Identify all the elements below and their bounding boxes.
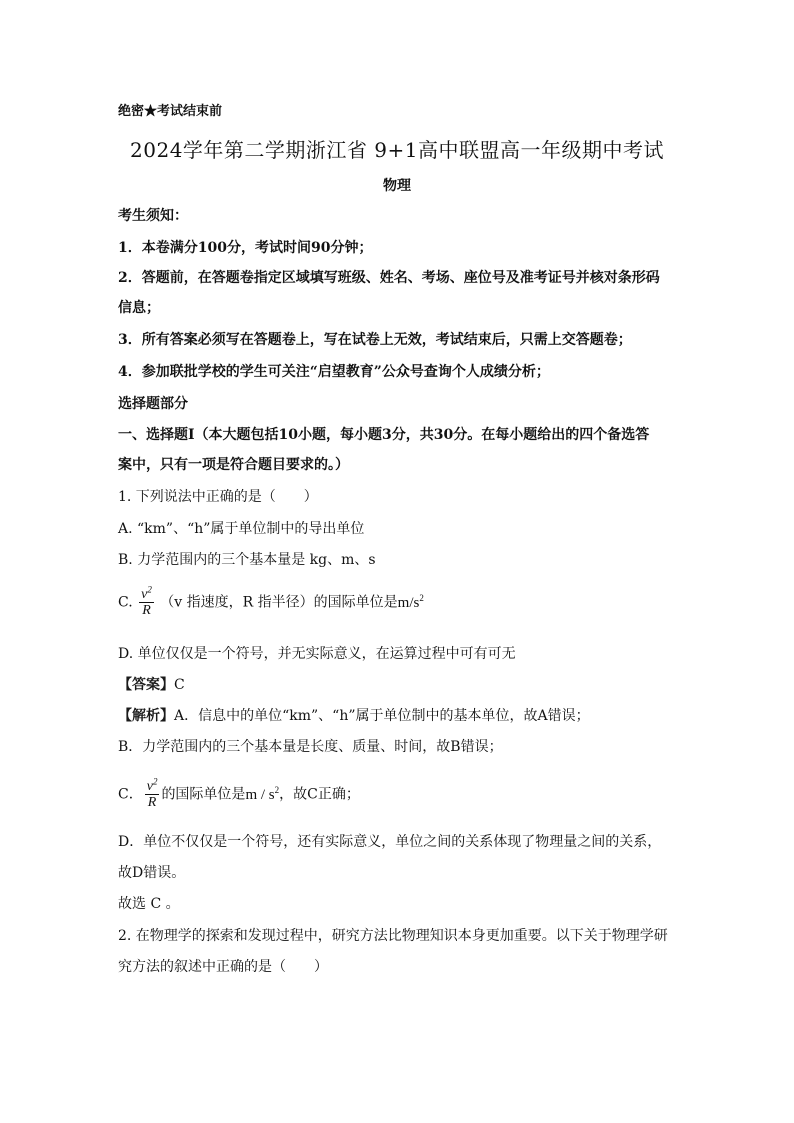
analysis-a-text: A．信息中的单位“km”、“h”属于单位制中的基本单位，故A错误；	[174, 708, 590, 724]
analysis-c-prefix: C．	[118, 786, 143, 803]
q1-option-c	[118, 584, 424, 618]
analysis-c-text1: 的国际单位是	[161, 786, 246, 803]
q1-analysis-c	[118, 776, 360, 810]
q1-conclusion: 故选 C 。	[118, 896, 180, 912]
analysis-c-text2: ，故C正确；	[279, 786, 360, 803]
notice-item-2: 2．答题前，在答题卷指定区域填写班级、姓名、考场、座位号及准考证号并核对条形码	[118, 270, 660, 286]
q2-stem-line2: 究方法的叙述中正确的是（ ）	[118, 959, 328, 975]
q1-option-c-desc: （v 指速度，R 指半径）的国际单位是	[160, 594, 398, 611]
q1-option-b: B. 力学范围内的三个基本量是 kg、m、s	[118, 552, 376, 568]
notice-item-2-cont: 信息；	[118, 300, 160, 316]
notice-item-3: 3．所有答案必须写在答题卷上，写在试卷上无效，考试结束后，只需上交答题卷；	[118, 332, 632, 348]
analysis-c-fraction	[145, 776, 160, 810]
part-label: 选择题部分	[118, 396, 188, 412]
section-heading-line2: 案中，只有一项是符合题目要求的。）	[118, 457, 349, 473]
analysis-c-unit: m / $s^2$	[245, 784, 280, 803]
fraction-numerator: $v^2$	[141, 584, 152, 602]
q1-analysis-a	[118, 707, 590, 725]
fraction-numerator: $v^2$	[146, 776, 158, 794]
subject-label: 物理	[383, 178, 411, 194]
q1-option-d: D. 单位仅仅是一个符号，并无实际意义，在运算过程中可有可无	[118, 646, 516, 662]
notice-item-4: 4．参加联批学校的学生可关注“启望教育”公众号查询个人成绩分析；	[118, 364, 550, 380]
analysis-tag: 【解析】	[118, 708, 174, 724]
exam-title: 2024学年第二学期浙江省 9+1高中联盟高一年级期中考试	[130, 138, 664, 162]
q1-answer	[118, 676, 185, 694]
secret-label: 绝密★考试结束前	[118, 104, 223, 119]
section-heading-line1: 一、选择题Ⅰ（本大题包括10小题，每小题3分，共30分。在每小题给出的四个备选答	[118, 427, 650, 443]
q1-option-c-unit: $m/s^2$	[397, 592, 424, 611]
fraction-denominator: R	[147, 795, 157, 810]
q1-stem: 1. 下列说法中正确的是（ ）	[118, 489, 318, 505]
q1-option-c-prefix: C.	[118, 594, 133, 611]
q1-analysis-d-line1: D．单位不仅仅是一个符号，还有实际意义，单位之间的关系体现了物理量之间的关系，	[118, 834, 662, 850]
q1-analysis-b: B．力学范围内的三个基本量是长度、质量、时间，故B错误；	[118, 739, 503, 755]
q1-option-c-fraction	[139, 584, 154, 618]
q2-stem-line1: 2. 在物理学的探索和发现过程中，研究方法比物理知识本身更加重要。以下关于物理学研	[118, 928, 668, 944]
answer-value: C	[174, 677, 185, 693]
answer-tag: 【答案】	[118, 677, 174, 693]
q1-analysis-d-line2: 故D错误。	[118, 865, 186, 881]
fraction-denominator: R	[142, 603, 151, 618]
q1-option-a: A. “km”、“h”属于单位制中的导出单位	[118, 521, 365, 537]
notice-item-1: 1．本卷满分100分，考试时间90分钟；	[118, 240, 373, 256]
notice-heading: 考生须知：	[118, 208, 188, 224]
